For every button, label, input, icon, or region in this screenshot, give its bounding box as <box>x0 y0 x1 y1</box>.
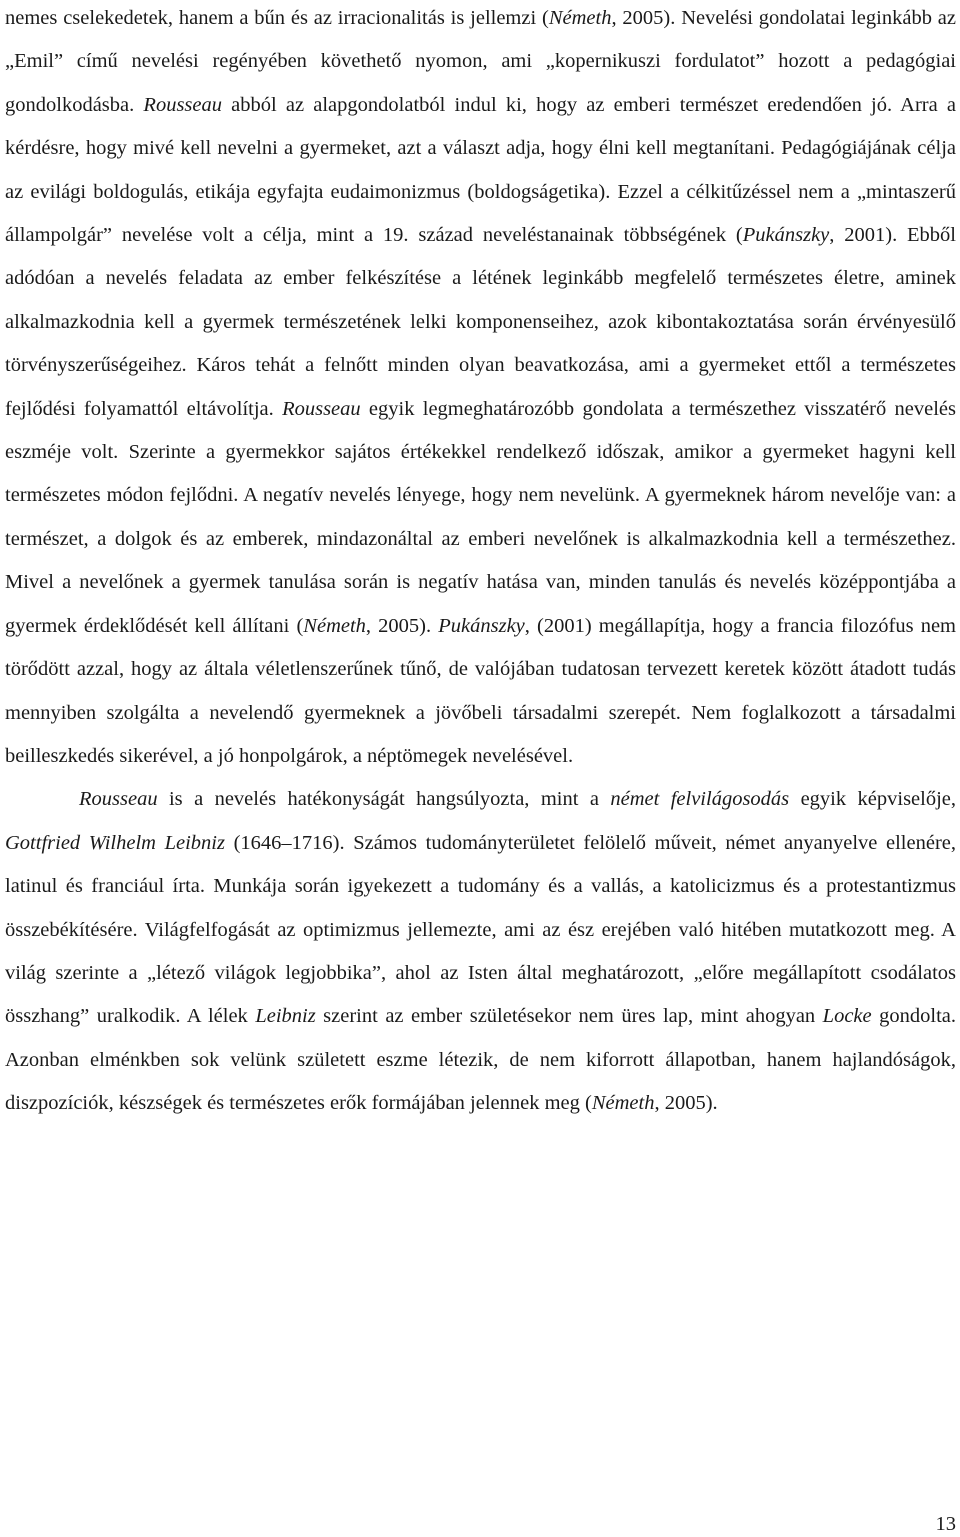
text-run: , 2005). <box>654 1092 718 1115</box>
italic-text-run: Leibniz <box>255 1005 316 1028</box>
text-run: , 2001). Ebből adódóan a nevelés feladata az ember felkészítése a létének leginkább megfelelő természetes életre, aminek alkalmazkodnia kell a gyermek természetének lelki komponenseihez, azok kibontakoztatása során érvényesülő törvényszerűségeihez. Káros tehát a felnőtt minden olyan beavatkozása, ami a gyermeket ettől a természetes fejlődési folyamattól eltávolítja. <box>5 224 957 420</box>
italic-text-run: Pukánszky <box>742 224 830 247</box>
italic-text-run: Pukánszky <box>438 614 525 637</box>
text-run: gondolta. Azonban elménkben sok velünk született eszme létezik, de nem kiforrott állapotban, hanem hajlandóságok, diszpozíciók, készségek és természetes erők formájában jelennek meg ( <box>5 1005 956 1115</box>
page-number: 13 <box>935 1513 956 1535</box>
text-run: abból az alapgondolatból indul ki, hogy az emberi természet eredendően jó. Arra a kérdésre, hogy mivé kell nevelni a gyermeket, azt a választ adja, hogy élni kell megtanítani. Pedagógiájának célja az evilági boldogulás, etikája egyfajta eudaimonizmus (boldogságetika). Ezzel a célkitűzéssel nem a „mintaszerű állampolgár” nevelése volt a célja, mint a 19. század neveléstanainak többségének ( <box>5 93 956 247</box>
text-run: nemes cselekedetek, hanem a bűn és az irracionalitás is jellemzi ( <box>5 7 549 29</box>
italic-text-run: Rousseau <box>79 788 158 811</box>
italic-text-run: német felvilágosodás <box>610 788 790 811</box>
text-run: szerint az ember születésekor nem üres lap, mint ahogyan <box>315 1005 823 1028</box>
italic-text-run: Németh <box>548 7 612 29</box>
paragraph-1 <box>5 0 956 778</box>
paragraph-2 <box>5 778 956 1125</box>
italic-text-run: Gottfried Wilhelm Leibniz <box>5 831 225 854</box>
text-run: is a nevelés hatékonyságát hangsúlyozta, mint a <box>157 788 611 811</box>
italic-text-run: Németh <box>303 614 366 637</box>
text-run: , 2005). Nevelési gondolatai leginkább az „Emil” című nevelési regényében követhető nyomon, ami „kopernikuszi fordulatot” hozott a pedagógiai gondolkodásba. <box>5 7 956 116</box>
text-run: , (2001) megállapítja, hogy a francia filozófus nem törődött azzal, hogy az általa véletlenszerűnek tűnő, de valójában tudatosan tervezett keretek között átadott tudás mennyiben szolgálta a nevelendő gyermeknek a jövőbeli társadalmi szerepét. Nem foglalkozott a társadalmi beilleszkedés sikerével, a jó honpolgárok, a néptömegek nevelésével. <box>5 614 957 767</box>
text-run: egyik legmeghatározóbb gondolata a természethez visszatérő nevelés eszméje volt. Szerinte a gyermekkor sajátos értékekkel rendelkező időszak, amikor a gyermeket hagyni kell természetes módon fejlődni. A negatív nevelés lényege, hogy nem nevelünk. A gyermeknek három nevelője van: a természet, a dolgok és az emberek, mindazonáltal az emberi nevelőnek is alkalmazkodnia kell a természethez. Mivel a nevelőnek a gyermek tanulása során is negatív hatása van, minden tanulás és nevelés középpontjába a gyermek érdeklődését kell állítani ( <box>5 397 956 637</box>
text-run: , 2005). <box>365 614 439 637</box>
italic-text-run: Rousseau <box>282 397 361 420</box>
italic-text-run: Rousseau <box>143 93 222 116</box>
text-run: (1646–1716). Számos tudományterületet felölelő műveit, német anyanyelve ellenére, latinul és franciául írta. Munkája során igyekezett a tudomány és a vallás, a katolicizmus és a protestantizmus összebékítésére. Világfelfogását az optimizmus jellemezte, ami az ész erejében való hitében mutatkozott meg. A világ szerinte a „létező világok legjobbika”, ahol az Isten által meghatározott, „előre megállapított csodálatos összhang” uralkodik. A lélek <box>5 831 956 1028</box>
document-page <box>5 0 956 1126</box>
italic-text-run: Németh <box>591 1092 655 1115</box>
text-run: egyik képviselője, <box>789 788 957 811</box>
italic-text-run: Locke <box>822 1005 872 1028</box>
